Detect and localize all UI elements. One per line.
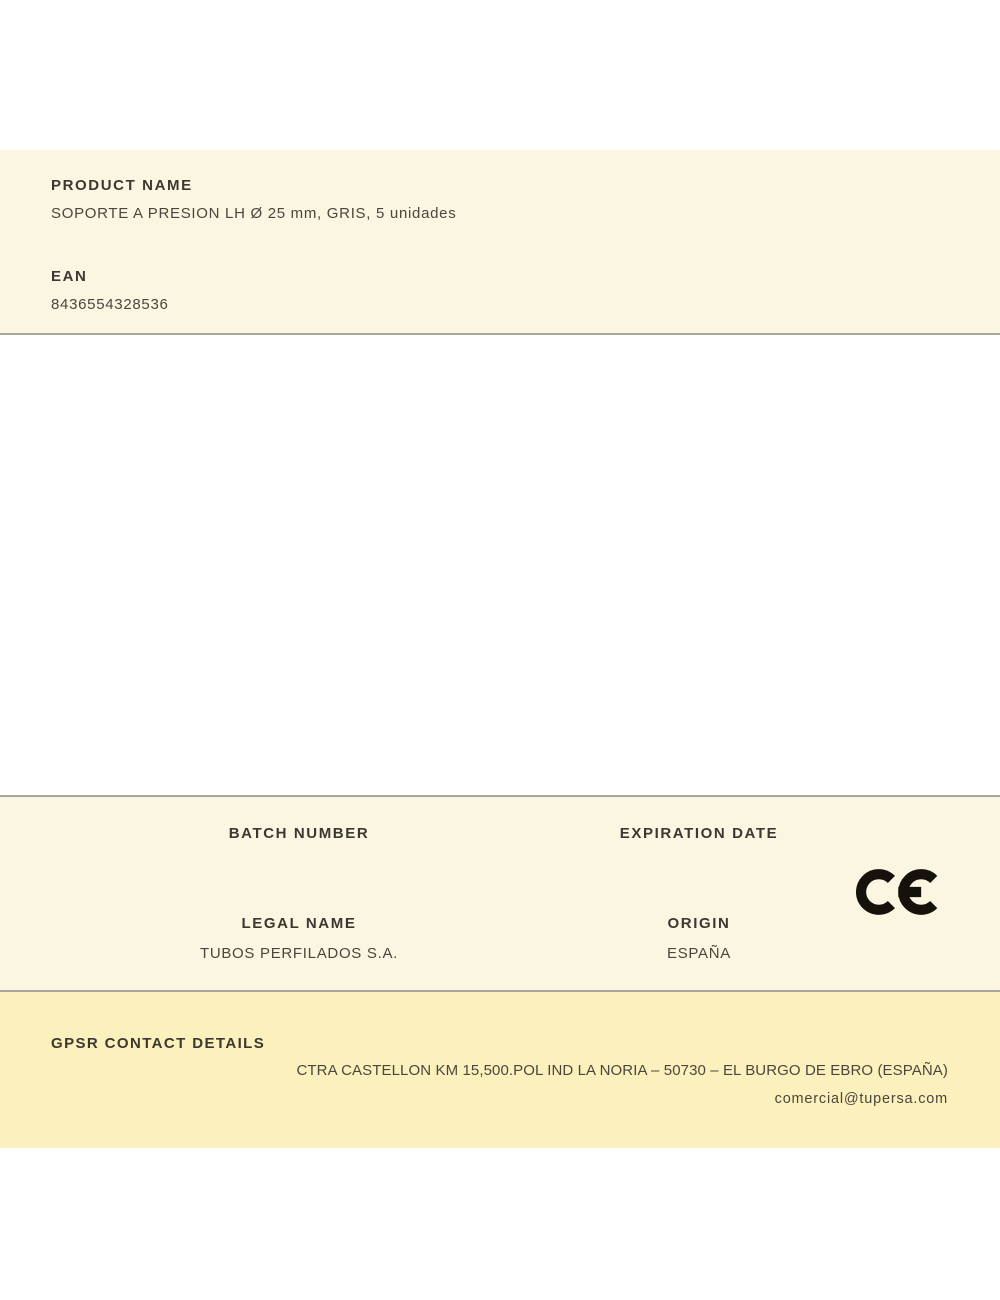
ean-value: 8436554328536 — [51, 296, 169, 313]
gpsr-address: CTRA CASTELLON KM 15,500.POL IND LA NORIA – 50730 – EL BURGO DE EBRO (ESPAÑA) — [296, 1062, 948, 1079]
expiration-date-label: EXPIRATION DATE — [619, 825, 779, 842]
gpsr-contact-section — [0, 992, 1000, 1148]
product-name-value: SOPORTE A PRESION LH Ø 25 mm, GRIS, 5 unidades — [51, 205, 457, 222]
origin-label: ORIGIN — [667, 915, 731, 932]
product-name-field — [51, 176, 949, 223]
batch-number-label: BATCH NUMBER — [228, 825, 370, 842]
ce-mark-icon — [856, 861, 944, 923]
gpsr-contact-label: GPSR CONTACT DETAILS — [51, 1035, 266, 1052]
gpsr-email: comercial@tupersa.com — [774, 1091, 948, 1107]
batch-legal-section — [0, 795, 1000, 992]
product-identity-section — [0, 150, 1000, 335]
ean-field — [51, 267, 949, 314]
product-name-label: PRODUCT NAME — [51, 177, 193, 194]
legal-name-label: LEGAL NAME — [241, 915, 357, 932]
origin-value: ESPAÑA — [667, 945, 731, 962]
ean-label: EAN — [51, 268, 88, 285]
legal-name-value: TUBOS PERFILADOS S.A. — [199, 945, 399, 962]
